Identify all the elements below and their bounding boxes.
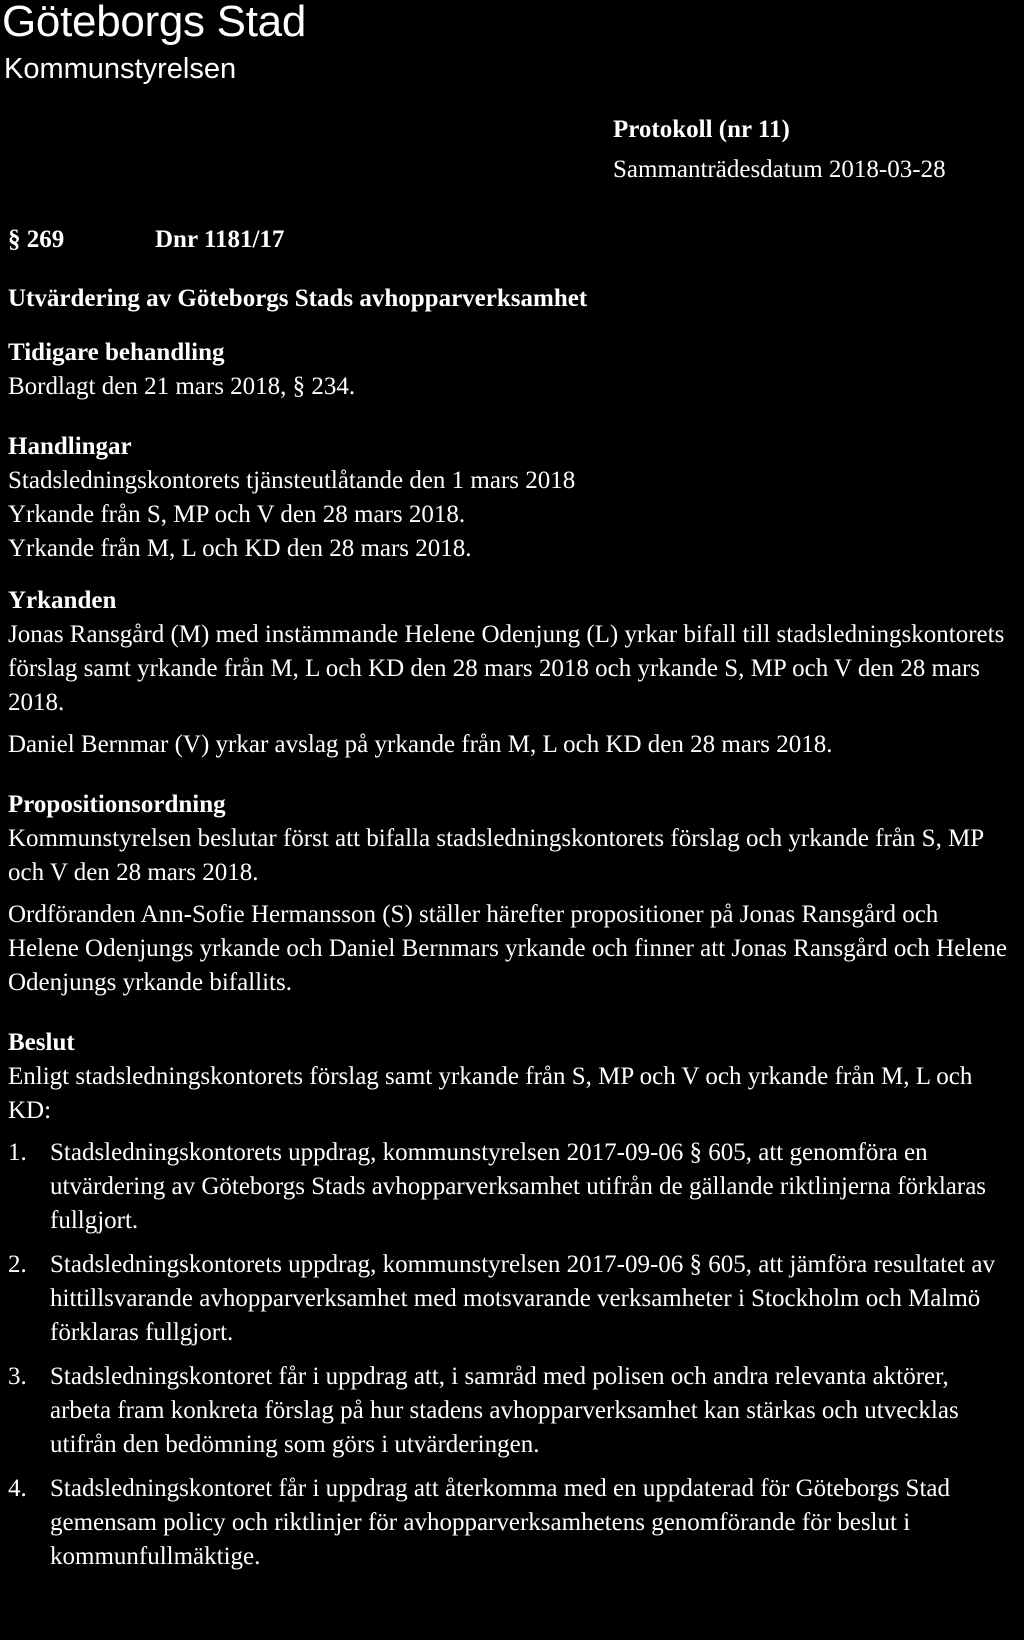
decision-item [8,1360,1013,1462]
decision-item-text: Stadsledningskontoret får i uppdrag att, i samråd med polisen och andra relevanta aktörer, arbeta fram konkreta förslag på hur stadens avhopparverksamhet kan stärkas och utvecklas utifrån den bedömning som görs i utvärderingen. [50,1363,959,1458]
decision-item-text: Stadsledningskontoret får i uppdrag att återkomma med en uppdaterad för Göteborgs Stad gemensam policy och riktlinjer för avhopparverksamhetens genomförande för beslut i kommunfullmäktige. [50,1475,950,1570]
protocol-body [8,282,1013,1584]
org-name: Göteborgs Stad [2,0,306,46]
protocol-title: Protokoll (nr 11) [613,116,790,143]
decision-item [8,1248,1013,1350]
motion-paragraph: Daniel Bernmar (V) yrkar avslag på yrkande från M, L och KD den 28 mars 2018. [8,731,833,758]
decision-list [8,1136,1013,1574]
decision-item-text: Stadsledningskontorets uppdrag, kommunstyrelsen 2017-09-06 § 605, att jämföra resultatet av hittillsvarande avhopparverksamhet med motsvarande verksamheter i Stockholm och Malmö förklaras fullgjort. [50,1251,995,1346]
diary-number: Dnr 1181/17 [155,226,285,253]
documents-heading: Handlingar [8,433,132,460]
proposition-paragraph: Kommunstyrelsen beslutar först att bifalla stadsledningskontorets förslag och yrkande från S, MP och V den 28 mars 2018. [8,825,984,886]
decision-item [8,1136,1013,1238]
decision-intro: Enligt stadsledningskontorets förslag samt yrkande från S, MP och V och yrkande från M, L och KD: [8,1063,973,1124]
proposition-order-heading: Propositionsordning [8,791,226,818]
decision-item-number: 2. [8,1251,27,1278]
prior-handling-text: Bordlagt den 21 mars 2018, § 234. [8,373,356,400]
decision-item-number: 4. [8,1475,27,1502]
section-number: § 269 [8,226,65,253]
decision-item [8,1472,1013,1574]
meeting-date: Sammanträdesdatum 2018-03-28 [613,156,946,183]
case-title: Utvärdering av Göteborgs Stads avhopparverksamhet [8,285,588,312]
documents-list [8,464,1013,566]
prior-handling-heading: Tidigare behandling [8,339,225,366]
proposition-paragraph: Ordföranden Ann-Sofie Hermansson (S) ställer härefter propositioner på Jonas Ransgård och Helene Odenjungs yrkande och Daniel Bernmars yrkande och finner att Jonas Ransgård och Helene Odenjungs yrkande bifallits. [8,901,1007,996]
decision-heading: Beslut [8,1029,75,1056]
document-item: Yrkande från S, MP och V den 28 mars 2018. [8,501,466,528]
document-item: Stadsledningskontorets tjänsteutlåtande den 1 mars 2018 [8,467,576,494]
decision-item-text: Stadsledningskontorets uppdrag, kommunstyrelsen 2017-09-06 § 605, att genomföra en utvärdering av Göteborgs Stads avhopparverksamhet utifrån de gällande riktlinjerna förklaras fullgjort. [50,1139,987,1234]
motion-paragraph: Jonas Ransgård (M) med instämmande Helene Odenjung (L) yrkar bifall till stadsledningskontorets förslag samt yrkande från M, L och KD den 28 mars 2018 och yrkande S, MP och V den 28 mars 2018. [8,621,1005,716]
org-unit: Kommunstyrelsen [4,53,237,85]
decision-item-number: 3. [8,1363,27,1390]
motions-heading: Yrkanden [8,587,117,614]
decision-item-number: 1. [8,1139,27,1166]
document-item: Yrkande från M, L och KD den 28 mars 2018. [8,535,472,562]
